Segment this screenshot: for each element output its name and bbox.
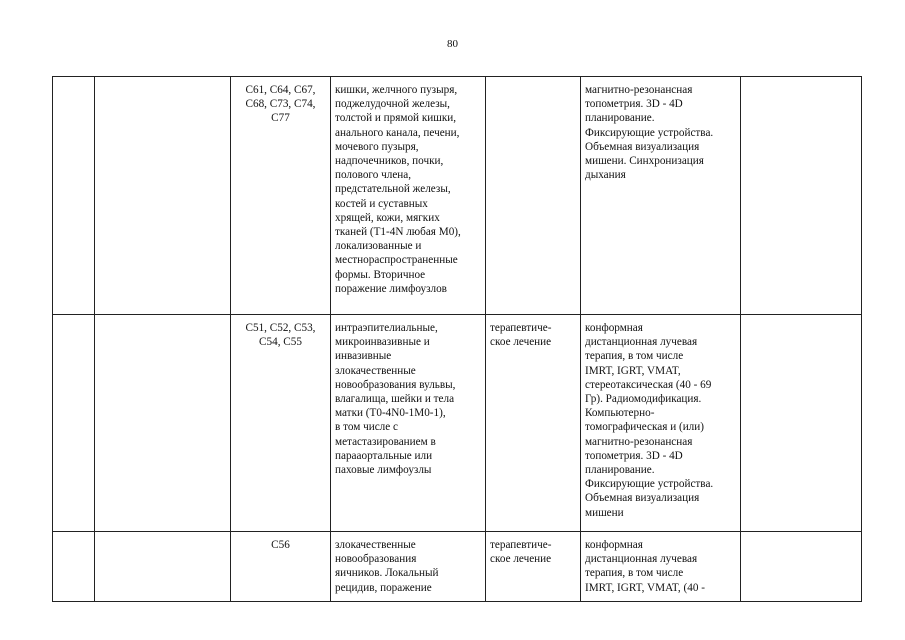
diagnosis-text bbox=[335, 538, 481, 595]
cell-diagnosis bbox=[331, 77, 486, 315]
table-row bbox=[53, 77, 862, 315]
text-line: томографическая и (или) bbox=[585, 421, 704, 434]
text-line: новообразования bbox=[335, 553, 417, 566]
text-line: мишени bbox=[585, 506, 624, 519]
cell-diagnosis bbox=[331, 532, 486, 602]
text-line: кишки, желчного пузыря, bbox=[335, 84, 458, 96]
text-line: местнораспространенные bbox=[335, 254, 458, 267]
text-line: формы. Вторичное bbox=[335, 268, 426, 281]
cell-blank-1 bbox=[53, 315, 95, 532]
text-line: C77 bbox=[271, 112, 290, 125]
text-line: интраэпителиальные, bbox=[335, 322, 438, 334]
text-line: Гр). Радиомодификация. bbox=[585, 393, 702, 406]
text-line: топометрия. 3D - 4D bbox=[585, 449, 683, 462]
text-line: злокачественные bbox=[335, 539, 416, 551]
text-line: дистанционная лучевая bbox=[585, 553, 698, 566]
cell-blank-1 bbox=[53, 532, 95, 602]
text-line: костей и суставных bbox=[335, 197, 428, 210]
text-line: терапия, в том числе bbox=[585, 350, 684, 363]
text-line: IMRT, IGRT, VMAT, bbox=[585, 364, 681, 377]
text-line: ское лечение bbox=[490, 336, 552, 349]
treatment-type-text bbox=[490, 538, 576, 566]
text-line: в том числе с bbox=[335, 421, 398, 434]
cell-icd-codes bbox=[231, 315, 331, 532]
cell-treatment-method bbox=[581, 77, 741, 315]
text-line: магнитно-резонансная bbox=[585, 84, 693, 96]
cell-blank-2 bbox=[95, 532, 231, 602]
diagnosis-text bbox=[335, 83, 481, 296]
text-line: рецидив, поражение bbox=[335, 581, 432, 594]
cell-blank-2 bbox=[95, 77, 231, 315]
text-line: терапевтиче- bbox=[490, 539, 552, 551]
text-line: C56 bbox=[271, 539, 290, 551]
text-line: C51, C52, C53, bbox=[245, 322, 316, 334]
text-line: C54, C55 bbox=[259, 336, 302, 349]
text-line: терапевтиче- bbox=[490, 322, 552, 334]
text-line: надпочечников, почки, bbox=[335, 155, 444, 168]
diagnosis-text bbox=[335, 321, 481, 477]
cell-treatment-method bbox=[581, 315, 741, 532]
text-line: Компьютерно- bbox=[585, 407, 655, 420]
text-line: планирование. bbox=[585, 112, 655, 125]
text-line: мочевого пузыря, bbox=[335, 140, 419, 153]
text-line: толстой и прямой кишки, bbox=[335, 112, 457, 125]
text-line: злокачественные bbox=[335, 364, 416, 377]
cell-treatment-type bbox=[486, 315, 581, 532]
text-line: конформная bbox=[585, 539, 643, 551]
cell-diagnosis bbox=[331, 315, 486, 532]
cell-blank-3 bbox=[741, 532, 862, 602]
text-line: дистанционная лучевая bbox=[585, 336, 698, 349]
cell-blank-2 bbox=[95, 315, 231, 532]
text-line: ское лечение bbox=[490, 553, 552, 566]
treatment-table bbox=[52, 76, 862, 602]
text-line: конформная bbox=[585, 322, 643, 334]
text-line: мишени. Синхронизация bbox=[585, 155, 704, 168]
text-line: яичников. Локальный bbox=[335, 567, 439, 580]
cell-treatment-type bbox=[486, 532, 581, 602]
text-line: паховые лимфоузлы bbox=[335, 464, 432, 477]
cell-blank-1 bbox=[53, 77, 95, 315]
text-line: Фиксирующие устройства. bbox=[585, 478, 714, 491]
text-line: микроинвазивные и bbox=[335, 336, 430, 349]
text-line: C61, C64, C67, bbox=[245, 84, 316, 96]
text-line: C68, C73, C74, bbox=[245, 98, 316, 111]
cell-blank-3 bbox=[741, 315, 862, 532]
treatment-method-text bbox=[585, 321, 736, 520]
treatment-method-text bbox=[585, 538, 736, 595]
table-row bbox=[53, 315, 862, 532]
cell-icd-codes bbox=[231, 532, 331, 602]
text-line: матки (T0-4N0-1M0-1), bbox=[335, 407, 446, 420]
icd-codes-text bbox=[235, 538, 326, 552]
icd-codes-text bbox=[235, 83, 326, 126]
cell-blank-3 bbox=[741, 77, 862, 315]
cell-treatment-type bbox=[486, 77, 581, 315]
text-line: Фиксирующие устройства. bbox=[585, 126, 714, 139]
table-row bbox=[53, 532, 862, 602]
icd-codes-text bbox=[235, 321, 326, 349]
text-line: парааортальные или bbox=[335, 449, 433, 462]
text-line: тканей (T1-4N любая M0), bbox=[335, 226, 461, 239]
text-line: инвазивные bbox=[335, 350, 392, 363]
text-line: влагалища, шейки и тела bbox=[335, 393, 455, 406]
text-line: стереотаксическая (40 - 69 bbox=[585, 378, 712, 391]
text-line: метастазированием в bbox=[335, 435, 436, 448]
text-line: Объемная визуализация bbox=[585, 140, 700, 153]
page-number: 80 bbox=[447, 38, 458, 50]
treatment-type-text bbox=[490, 321, 576, 349]
text-line: анального канала, печени, bbox=[335, 126, 460, 139]
cell-icd-codes bbox=[231, 77, 331, 315]
text-line: поджелудочной железы, bbox=[335, 98, 450, 111]
text-line: новообразования вульвы, bbox=[335, 378, 456, 391]
cell-treatment-method bbox=[581, 532, 741, 602]
text-line: Объемная визуализация bbox=[585, 492, 700, 505]
text-line: IMRT, IGRT, VMAT, (40 - bbox=[585, 581, 705, 594]
text-line: полового члена, bbox=[335, 169, 412, 182]
text-line: терапия, в том числе bbox=[585, 567, 684, 580]
text-line: хрящей, кожи, мягких bbox=[335, 211, 440, 224]
text-line: планирование. bbox=[585, 464, 655, 477]
text-line: предстательной железы, bbox=[335, 183, 451, 196]
treatment-method-text bbox=[585, 83, 736, 182]
text-line: локализованные и bbox=[335, 240, 422, 253]
text-line: поражение лимфоузлов bbox=[335, 282, 447, 295]
text-line: дыхания bbox=[585, 169, 626, 182]
text-line: магнитно-резонансная bbox=[585, 435, 693, 448]
text-line: топометрия. 3D - 4D bbox=[585, 98, 683, 111]
